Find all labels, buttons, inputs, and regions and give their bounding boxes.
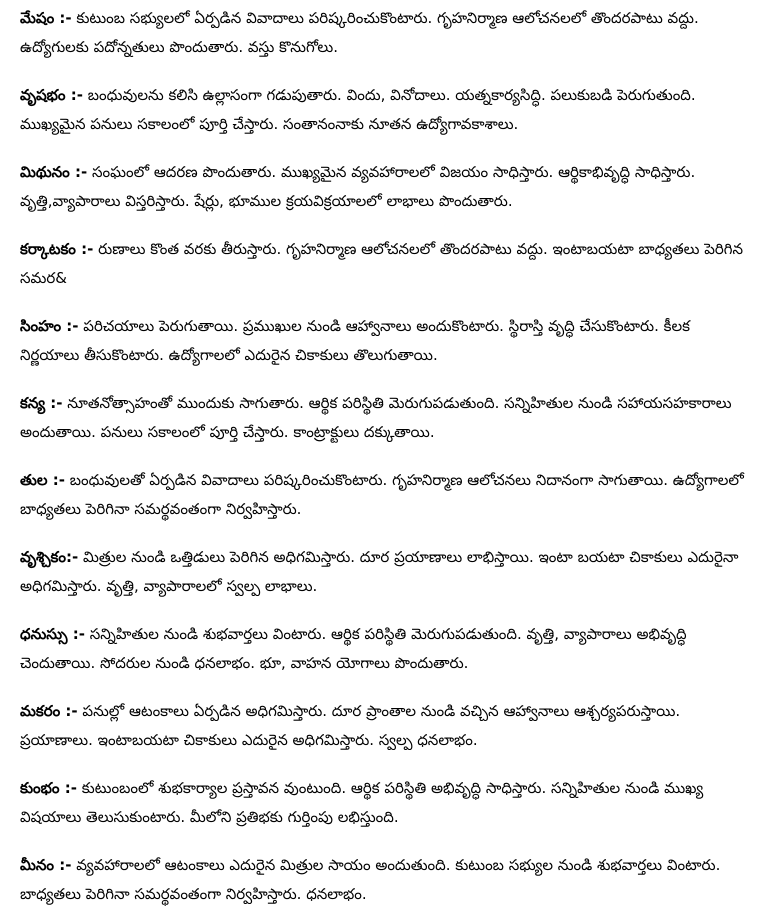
sign-separator: :- — [65, 86, 83, 104]
zodiac-sign-name: వృషభం — [20, 86, 66, 104]
zodiac-sign-name: వృశ్చికం — [20, 548, 66, 566]
zodiac-sign-name: కుంభం — [20, 779, 60, 797]
horoscope-entry-mithunam — [20, 158, 748, 216]
zodiac-sign-name: ధనుస్సు — [20, 625, 68, 643]
sign-separator: :- — [59, 779, 77, 797]
prediction-text: మిత్రుల నుండి ఒత్తిడులు పెరిగిన అధిగమిస్తారు. దూర ప్రయాణాలు లాభిస్తాయి. ఇంటా బయటా చికాకులు ఎదురైనా అధిగమిస్తారు. వృత్తి, వ్యాపారాలలో స్వల్ప లాభాలు. — [20, 548, 739, 595]
sign-separator: :- — [54, 856, 72, 874]
horoscope-entry-karkatakam — [20, 235, 748, 293]
horoscope-entry-vruschikam — [20, 543, 748, 601]
zodiac-sign-name: తుల — [20, 471, 48, 489]
sign-separator: :- — [47, 471, 65, 489]
sign-separator: :- — [54, 9, 72, 27]
horoscope-entry-makaram — [20, 697, 748, 755]
horoscope-entry-simham — [20, 312, 748, 370]
zodiac-sign-name: మిథునం — [20, 163, 70, 181]
sign-separator: :- — [61, 317, 79, 335]
zodiac-sign-name: కర్కాటకం — [20, 240, 76, 258]
prediction-text: సంఘంలో ఆదరణ పొందుతారు. ముఖ్యమైన వ్యవహారాలలో విజయం సాధిస్తారు. ఆర్థికాభివృద్ధి సాధిస్తారు. వృత్తి,వ్యాపారాలు విస్తరిస్తారు. షేర్లు, భూముల క్రయవిక్రయాలలో లాభాలు పొందుతారు. — [20, 163, 696, 210]
horoscope-entry-dhanussu — [20, 620, 748, 678]
prediction-text: బంధువులను కలిసి ఉల్లాసంగా గడుపుతారు. విందు, వినోదాలు. యత్నకార్యసిద్ధి. పలుకుబడి పెరుగుతుంది. ముఖ్యమైన పనులు సకాలంలో పూర్తి చేస్తారు. సంతానంనాకు నూతన ఉద్యోగావకాశాలు. — [20, 86, 696, 133]
horoscope-entry-tula — [20, 466, 748, 524]
sign-separator: :- — [45, 394, 63, 412]
horoscope-entry-kumbham — [20, 774, 748, 832]
prediction-text: వ్యవహారాలలో ఆటంకాలు ఎదురైన మిత్రుల సాయం అందుతుంది. కుటుంబ సభ్యుల నుండి శుభవార్తలు వింటారు. బాధ్యతలు పెరిగినా సమర్థవంతంగా నిర్వహిస్తారు. ధనలాభం. — [20, 856, 721, 903]
horoscope-entry-vrushabham — [20, 81, 748, 139]
horoscope-entry-kanya — [20, 389, 748, 447]
sign-separator: :- — [75, 240, 94, 258]
sign-separator: :- — [60, 702, 78, 720]
prediction-text: కుటుంబంలో శుభకార్యాల ప్రస్తావన వుంటుంది. ఆర్థిక పరిస్థితి అభివృద్ధి సాధిస్తారు. సన్నిహితుల నుండి ముఖ్య విషయాలు తెలుసుకుంటారు. మీలోని ప్రతిభకు గుర్తింపు లభిస్తుంది. — [20, 779, 704, 826]
horoscope-entry-meenam — [20, 851, 748, 909]
prediction-text: పరిచయాలు పెరుగుతాయి. ప్రముఖుల నుండి ఆహ్వానాలు అందుకొంటారు. స్థిరాస్తి వృద్ధి చేసుకొంటారు. కీలక నిర్ణయాలు తీసుకొంటారు. ఉద్యోగాలలో ఎదురైన చికాకులు తొలుగుతాయి. — [20, 317, 690, 364]
prediction-text: రుణాలు కొంత వరకు తీరుస్తారు. గృహనిర్మాణ ఆలోచనలలో తొందరపాటు వద్దు. ఇంటాబయటా బాధ్యతలు పెరిగిన సమర& — [20, 240, 744, 287]
prediction-text: కుటుంబ సభ్యులలో ఏర్పడిన వివాదాలు పరిష్కరించుకొంటారు. గృహనిర్మాణ ఆలోచనలలో తొందరపాటు వద్దు. ఉద్యోగులకు పదోన్నతులు పొందుతారు. వస్తు కొనుగోలు. — [20, 9, 699, 56]
horoscope-entry-mesham — [20, 4, 748, 62]
sign-separator: :- — [69, 163, 88, 181]
zodiac-sign-name: మకరం — [20, 702, 61, 720]
zodiac-sign-name: సింహం — [20, 317, 62, 335]
sign-separator: :- — [67, 625, 85, 643]
prediction-text: సన్నిహితుల నుండి శుభవార్తలు వింటారు. ఆర్థిక పరిస్థితి మెరుగుపడుతుంది. వృత్తి, వ్యాపారాలు అభివృద్ధి చెందుతాయి. సోదరుల నుండి ధనలాభం. భూ, వాహన యోగాలు పొందుతారు. — [20, 625, 687, 672]
zodiac-sign-name: మీనం — [20, 856, 55, 874]
prediction-text: నూతనోత్సాహంతో ముందుకు సాగుతారు. ఆర్థిక పరిస్థితి మెరుగుపడుతుంది. సన్నిహితుల నుండి సహాయసహకారాలు అందుతాయి. పనులు సకాలంలో పూర్తి చేస్తారు. కాంట్రాక్టులు దక్కుతాయి. — [20, 394, 732, 441]
sign-separator: :- — [66, 548, 79, 566]
prediction-text: పనుల్లో ఆటంకాలు ఏర్పడిన అధిగమిస్తారు. దూర ప్రాంతాల నుండి వచ్చిన ఆహ్వానాలు ఆశ్చర్యపరుస్తాయి. ప్రయాణాలు. ఇంటాబయటా చికాకులు ఎదురైన అధిగమిస్తారు. స్వల్ప ధనలాభం. — [20, 702, 681, 749]
zodiac-sign-name: కన్య — [20, 394, 46, 412]
zodiac-sign-name: మేషం — [20, 9, 55, 27]
prediction-text: బంధువులతో ఏర్పడిన వివాదాలు పరిష్కరించుకొంటారు. గృహనిర్మాణ ఆలోచనలు నిదానంగా సాగుతాయి. ఉద్యోగాలలో బాధ్యతలు పెరిగినా సమర్థవంతంగా నిర్వహిస్తారు. — [20, 471, 744, 518]
